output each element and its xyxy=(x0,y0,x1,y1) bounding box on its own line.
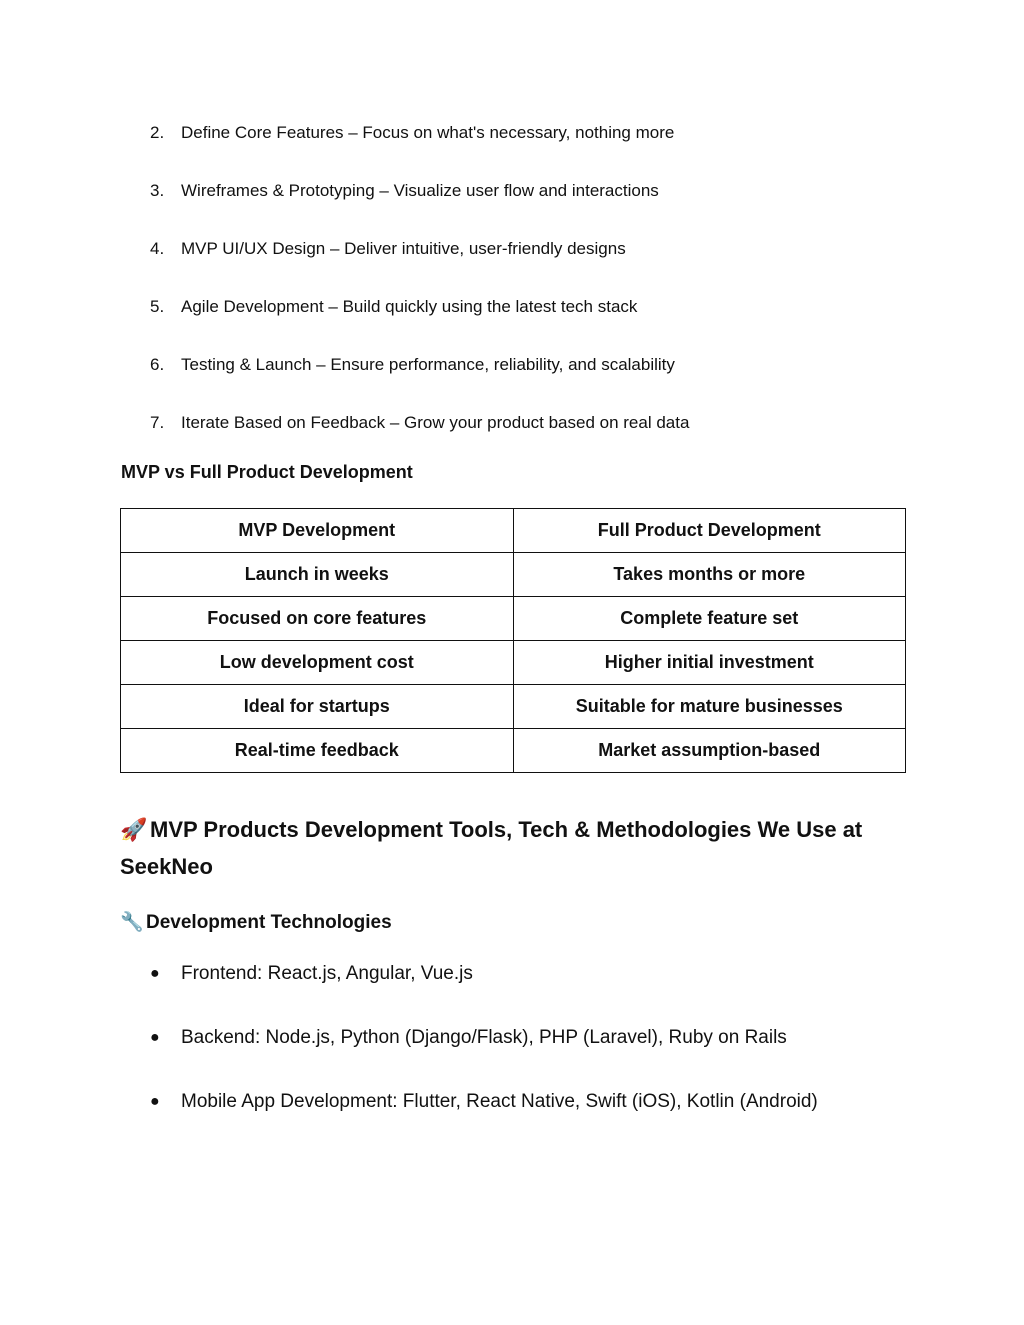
table-row xyxy=(121,597,906,641)
technologies-heading xyxy=(120,909,392,937)
table-row xyxy=(121,729,906,773)
table-cell: Low development cost xyxy=(121,641,514,685)
list-item-number: 6. xyxy=(150,355,165,374)
table-cell: Market assumption-based xyxy=(513,729,906,773)
table-row xyxy=(121,685,906,729)
technologies-heading-text: Development Technologies xyxy=(146,912,392,933)
bullet-icon: ● xyxy=(150,1093,160,1110)
bullet-icon: ● xyxy=(150,1029,160,1046)
list-item-number: 2. xyxy=(150,123,165,142)
tools-section-heading xyxy=(120,811,920,885)
list-item-text: Backend: Node.js, Python (Django/Flask), PHP (Laravel), Ruby on Rails xyxy=(181,1027,787,1048)
table-cell: Focused on core features xyxy=(121,597,514,641)
table-cell: Takes months or more xyxy=(513,553,906,597)
list-item-text: Define Core Features – Focus on what's necessary, nothing more xyxy=(181,123,675,142)
list-item-number: 5. xyxy=(150,297,165,316)
list-item-text: Agile Development – Build quickly using the latest tech stack xyxy=(181,297,638,316)
list-item-number: 3. xyxy=(150,181,165,200)
list-item-text: MVP UI/UX Design – Deliver intuitive, user-friendly designs xyxy=(181,239,626,258)
list-item-text: Wireframes & Prototyping – Visualize user flow and interactions xyxy=(181,181,659,200)
list-item-text: Mobile App Development: Flutter, React Native, Swift (iOS), Kotlin (Android) xyxy=(181,1091,818,1112)
table-cell: Higher initial investment xyxy=(513,641,906,685)
table-header-cell: MVP Development xyxy=(121,509,514,553)
table-cell: Suitable for mature businesses xyxy=(513,685,906,729)
table-header-row xyxy=(121,509,906,553)
table-row xyxy=(121,641,906,685)
list-item-number: 4. xyxy=(150,239,165,258)
comparison-heading: MVP vs Full Product Development xyxy=(121,462,413,482)
list-item-text: Testing & Launch – Ensure performance, reliability, and scalability xyxy=(181,355,675,374)
comparison-table xyxy=(120,508,906,773)
table-cell: Complete feature set xyxy=(513,597,906,641)
list-item-text: Frontend: React.js, Angular, Vue.js xyxy=(181,963,473,984)
list-item-number: 7. xyxy=(150,413,165,432)
table-cell: Real-time feedback xyxy=(121,729,514,773)
rocket-icon: 🚀 xyxy=(120,817,148,842)
table-cell: Ideal for startups xyxy=(121,685,514,729)
list-item-text: Iterate Based on Feedback – Grow your product based on real data xyxy=(181,413,690,432)
bullet-icon: ● xyxy=(150,965,160,982)
table-header-cell: Full Product Development xyxy=(513,509,906,553)
wrench-icon: 🔧 xyxy=(120,912,144,933)
table-row xyxy=(121,553,906,597)
tools-heading-text: MVP Products Development Tools, Tech & Methodologies We Use at SeekNeo xyxy=(120,817,863,879)
table-cell: Launch in weeks xyxy=(121,553,514,597)
